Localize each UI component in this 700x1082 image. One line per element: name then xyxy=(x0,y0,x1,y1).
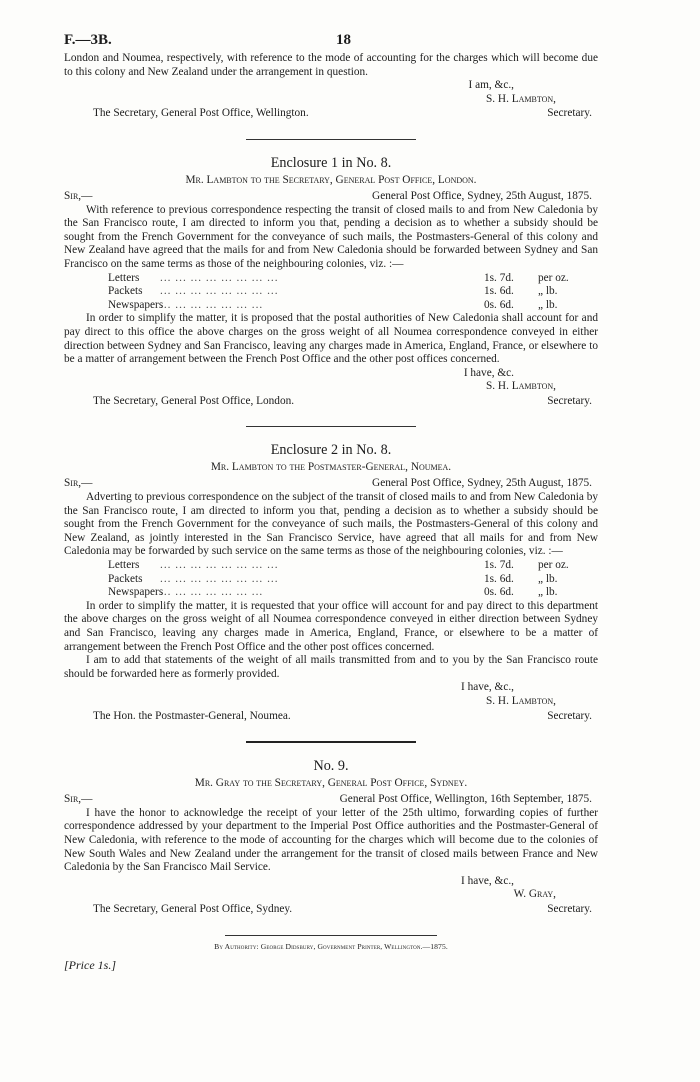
rate-label: Newspapers xyxy=(108,298,164,311)
place-date: General Post Office, Wellington, 16th September, 1875. xyxy=(339,792,592,805)
rate-unit: per oz. xyxy=(538,271,569,284)
rate-label: Packets xyxy=(108,285,143,298)
paragraph: With reference to previous correspondence respecting the transit of closed mails to and from New Caledonia by the San Francisco route, I am directed to inform you that, pending a decision as to whether a subsidy should be sought from the French Government for the conveyance of such mails, the Postmasters-General of this colony and New Zealand have agreed that the mails for and from New Caledonia should be forwarded between Sydney and San Francisco on the same terms as those of the neighbouring colonies, viz. :— xyxy=(64,203,598,270)
footer-rule xyxy=(225,935,437,936)
from-to-line: Mr. Gray to the Secretary, General Post Office, Sydney. xyxy=(194,777,468,790)
paragraph: In order to simplify the matter, it is requested that your office will account for and pay direct to this department the above charges on the gross weight of all Noumea correspondence conveyed in either direction between Sydney and San Francisco, leaving any charges made in America, England, France, or elsewhere to be a matter of arrangement between the French Post Office and the other post offices concerned. xyxy=(64,599,598,653)
document-page xyxy=(64,34,598,973)
leader-dots: ... ... ... ... ... ... ... ... xyxy=(160,271,279,284)
section-title: No. 9. xyxy=(313,758,349,775)
signer-title: Secretary. xyxy=(547,902,592,915)
addressee: The Secretary, General Post Office, London. xyxy=(93,394,295,407)
signer-title: Secretary. xyxy=(547,394,592,407)
rate-label: Packets xyxy=(108,572,143,585)
paragraph: In order to simplify the matter, it is proposed that the postal authorities of New Caledonia shall account for and pay direct to this office the above charges on the gross weight of all Noumea correspondence conveyed in either direction between Sydney and San Francisco, leaving any charges made in America, England, France, or elsewhere to be a matter of arrangement between the French Post Office and the other post offices concerned. xyxy=(64,312,598,366)
addressee-row xyxy=(64,903,598,917)
section-divider xyxy=(246,741,416,743)
signature: S. H. Lambton, xyxy=(486,694,556,707)
signer-title: Secretary. xyxy=(547,107,592,120)
from-to-line: Mr. Lambton to the Secretary, General Post Office, London. xyxy=(185,173,477,186)
rate-label: Letters xyxy=(108,559,140,572)
leader-dots: ... ... ... ... ... ... ... xyxy=(160,298,264,311)
rate-row xyxy=(108,285,582,299)
paragraph: I am to add that statements of the weight of all mails transmitted from and to you by the San Francisco route should be forwarded here as formerly provided. xyxy=(64,654,598,680)
page-number: 18 xyxy=(336,32,351,48)
section-title: Enclosure 1 in No. 8. xyxy=(270,154,392,171)
printer-imprint: By Authority: George Didsbury, Government Printer, Wellington.—1875. xyxy=(214,941,448,951)
leader-dots: ... ... ... ... ... ... ... ... xyxy=(160,285,279,298)
addressee: The Secretary, General Post Office, Sydney. xyxy=(93,902,293,915)
continuation-text: London and Noumea, respectively, with reference to the mode of accounting for the charges which will become due to this colony and New Zealand under the arrangement in question. xyxy=(64,52,598,78)
section-divider xyxy=(246,139,416,140)
greeting: Sir,— xyxy=(64,189,93,202)
rate-amount: 1s. 6d. xyxy=(484,572,514,585)
place-date: General Post Office, Sydney, 25th August, 1875. xyxy=(372,189,592,202)
addressee-row xyxy=(64,395,598,409)
rate-row xyxy=(108,559,582,573)
letter-continuation xyxy=(64,52,598,121)
paragraph: Adverting to previous correspondence on the subject of the transit of closed mails to and from New Caledonia by the San Francisco route, I am directed to inform you that, pending a decision as to whether a subsidy should be sought from the French Government for the conveyance of such mails, the Postmasters-General of this colony and New Zealand, as jointly interested in the San Francisco Service, have agreed that all mails for and from New Caledonia may be forwarded by such service on the same terms as those of the neighbouring colonies, viz. :— xyxy=(64,491,598,558)
addressee: The Secretary, General Post Office, Wellington. xyxy=(93,107,309,120)
rate-label: Letters xyxy=(108,271,140,284)
place-date: General Post Office, Sydney, 25th August, 1875. xyxy=(372,477,592,490)
rate-amount: 1s. 7d. xyxy=(484,559,514,572)
leader-dots: ... ... ... ... ... ... ... xyxy=(160,586,264,599)
rate-unit: „ lb. xyxy=(538,285,558,298)
letter-no-9 xyxy=(64,757,598,916)
rate-amount: 1s. 6d. xyxy=(484,285,514,298)
rate-unit: per oz. xyxy=(538,559,569,572)
addressee-row xyxy=(64,710,598,724)
rate-amount: 0s. 6d. xyxy=(484,298,514,311)
leader-dots: ... ... ... ... ... ... ... ... xyxy=(160,559,279,572)
greeting: Sir,— xyxy=(64,477,93,490)
signature: S. H. Lambton, xyxy=(486,92,556,105)
rate-table xyxy=(108,559,582,600)
rate-row xyxy=(108,299,582,313)
document-reference: F.—3B. xyxy=(64,32,112,48)
salutation: I have, &c., xyxy=(460,681,514,694)
signer-title: Secretary. xyxy=(547,709,592,722)
greeting: Sir,— xyxy=(64,792,93,805)
rate-label: Newspapers xyxy=(108,586,164,599)
price-note: [Price 1s.] xyxy=(64,958,116,973)
rate-row xyxy=(108,586,582,600)
addressee: The Hon. the Postmaster-General, Noumea. xyxy=(93,709,291,722)
rate-unit: „ lb. xyxy=(538,586,558,599)
rate-unit: „ lb. xyxy=(538,298,558,311)
greeting-row xyxy=(64,190,598,204)
rate-row xyxy=(108,272,582,286)
rate-row xyxy=(108,573,582,587)
section-divider xyxy=(246,426,416,427)
enclosure-1 xyxy=(64,154,598,409)
greeting-row xyxy=(64,793,598,807)
addressee-row xyxy=(64,107,598,121)
rate-unit: „ lb. xyxy=(538,572,558,585)
greeting-row xyxy=(64,477,598,491)
leader-dots: ... ... ... ... ... ... ... ... xyxy=(160,572,279,585)
signature: W. Gray, xyxy=(513,888,556,901)
salutation: I have, &c., xyxy=(460,874,514,887)
rate-table xyxy=(108,272,582,313)
rate-amount: 0s. 6d. xyxy=(484,586,514,599)
rate-amount: 1s. 7d. xyxy=(484,271,514,284)
salutation: I am, &c., xyxy=(468,79,514,92)
paragraph: I have the honor to acknowledge the receipt of your letter of the 25th ultimo, forwarding copies of further correspondence addressed by your department to the Imperial Post Office authorities and the Postmaster-General of New Caledonia, with reference to the mode of accounting for the charges which will become due to the colonies of New South Wales and New Zealand under the arrangement for the transit of closed mails between France and New Caledonia by the San Francisco Mail Service. xyxy=(64,806,598,874)
enclosure-2 xyxy=(64,441,598,723)
from-to-line: Mr. Lambton to the Postmaster-General, Noumea. xyxy=(210,461,452,474)
section-title: Enclosure 2 in No. 8. xyxy=(270,442,392,459)
salutation: I have, &c. xyxy=(463,366,514,379)
page-header xyxy=(64,34,598,52)
signature: S. H. Lambton, xyxy=(486,380,556,393)
